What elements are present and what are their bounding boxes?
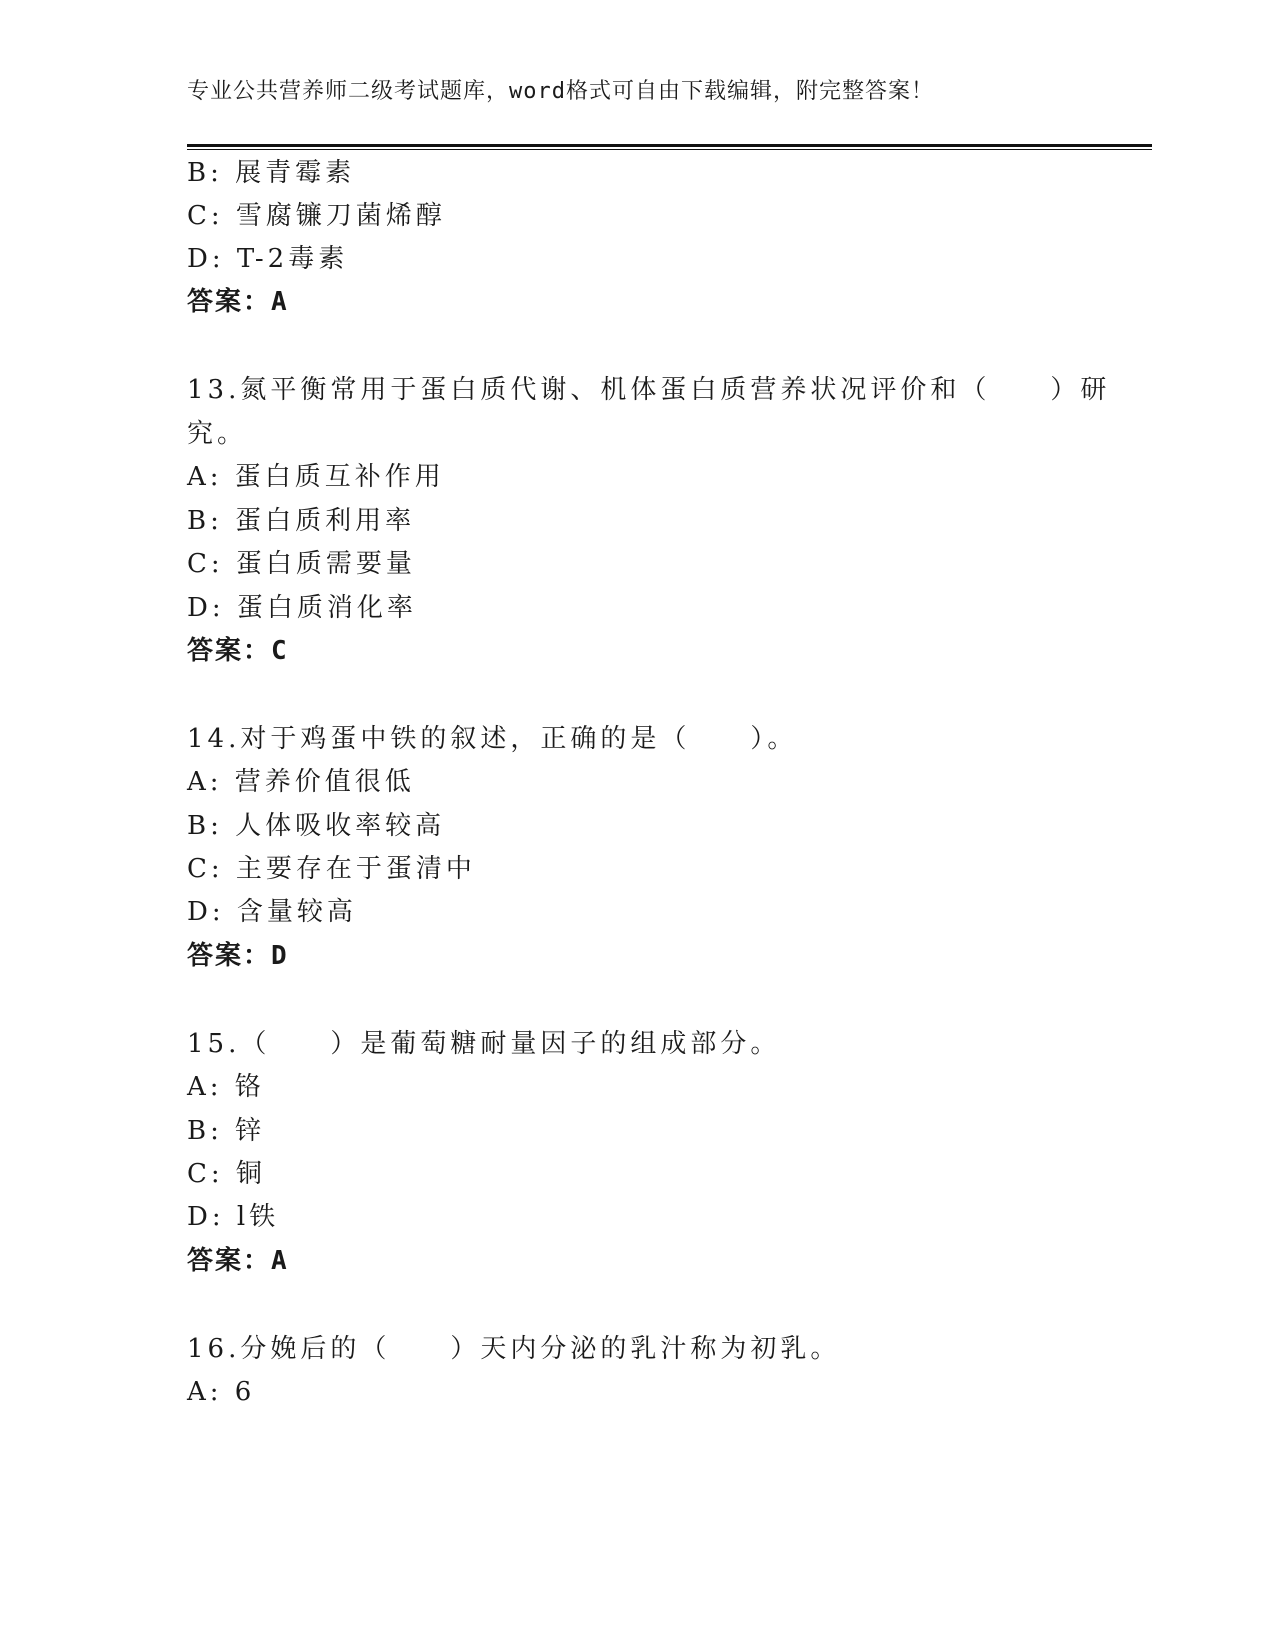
q12-option-c: C: 雪腐镰刀菌烯醇 [187,201,446,231]
q14-option-d: D: 含量较高 [187,897,357,927]
q16-option-a: A: 6 [187,1377,256,1407]
q13-option-d: D: 蛋白质消化率 [187,593,417,623]
q14-option-c: C: 主要存在于蛋清中 [187,854,476,884]
q15-option-b: B: 锌 [187,1116,266,1146]
q13-stem-line1: 13.氮平衡常用于蛋白质代谢、机体蛋白质营养状况评价和（ ）研 [187,375,1111,405]
header-rule [187,144,1152,150]
q13-option-b: B: 蛋白质利用率 [187,506,416,536]
q15-answer: 答案：A [187,1246,289,1276]
q13-option-c: C: 蛋白质需要量 [187,549,416,579]
q14-option-b: B: 人体吸收率较高 [187,811,446,841]
q14-option-a: A: 营养价值很低 [187,767,415,797]
q13-answer: 答案：C [187,636,289,666]
q15-option-a: A: 铬 [187,1072,265,1102]
q12-option-d: D: T-2毒素 [187,244,349,274]
q15-stem: 15.（ ）是葡萄糖耐量因子的组成部分。 [187,1029,781,1059]
q14-stem: 14.对于鸡蛋中铁的叙述，正确的是（ ）。 [187,724,798,754]
q15-option-d: D: l铁 [187,1202,280,1232]
q16-stem: 16.分娩后的（ ）天内分泌的乳汁称为初乳。 [187,1334,841,1364]
q12-option-b: B: 展青霉素 [187,158,356,188]
q12-answer: 答案：A [187,287,289,317]
page-header: 专业公共营养师二级考试题库，word格式可自由下载编辑，附完整答案！ [187,79,934,104]
q14-answer: 答案：D [187,941,289,971]
q13-option-a: A: 蛋白质互补作用 [187,462,445,492]
q15-option-c: C: 铜 [187,1159,266,1189]
q13-stem-line2: 究。 [187,419,248,449]
